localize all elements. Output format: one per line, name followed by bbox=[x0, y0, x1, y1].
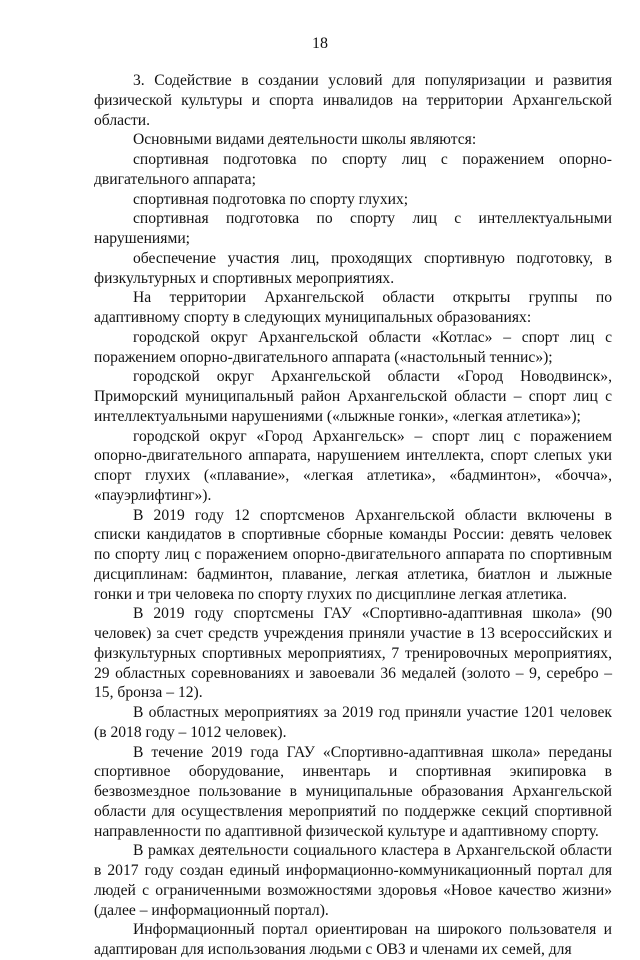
paragraph-activity-deaf: спортивная подготовка по спорту глухих; bbox=[133, 190, 409, 208]
paragraph-activity-participation: обеспечение участия лиц, проходящих спортивную подготовку, в физкультурных и спортивных мероприятиях. bbox=[94, 249, 612, 287]
paragraph-social-cluster: В рамках деятельности социального кластера в Архангельской области в 2017 году создан единый информационно-коммуникационный портал для людей с ограниченными возможностями здоровья «Новое качество жизни» (далее – информационный портал). bbox=[94, 842, 612, 919]
paragraph-novodvinsk: городской округ Архангельской области «Город Новодвинск», Приморский муниципальный район Архангельской области – спорт лиц с интеллектуальными нарушениями («лыжные гонки», «легкая атлетика»); bbox=[94, 368, 612, 425]
paragraph-athletes-2019: В 2019 году спортсмены ГАУ «Спортивно-адаптивная школа» (90 человек) за счет средств учреждения приняли участие в 13 всероссийских и физкультурных спортивных мероприятиях, 7 тренировочных мероприятиях, 29 областных соревнованиях и завоевали 36 медалей (золото – 9, серебро – 15, бронза – 12). bbox=[94, 605, 612, 702]
paragraph-activity-musculoskeletal: спортивная подготовка по спорту лиц с поражением опорно-двигательного аппарата; bbox=[94, 151, 612, 188]
paragraph-groups-intro: На территории Архангельской области открыты группы по адаптивному спорту в следующих муниципальных образованиях: bbox=[94, 289, 612, 326]
document-body bbox=[94, 71, 612, 960]
paragraph-regional-events: В областных мероприятиях за 2019 год приняли участие 1201 человек (в 2018 году – 1012 человек). bbox=[94, 704, 612, 741]
paragraph-arkhangelsk: городской округ «Город Архангельск» – спорт лиц с поражением опорно-двигательного аппарата, нарушением интеллекта, спорт слепых уки спорт глухих («плавание», «легкая атлетика», «бадминтон», «бочча», «пауэрлифтинг»). bbox=[94, 427, 612, 504]
page-number: 18 bbox=[312, 35, 328, 52]
paragraph-activity-intellectual: спортивная подготовка по спорту лиц с интеллектуальными нарушениями; bbox=[94, 210, 612, 247]
paragraph-portal: Информационный портал ориентирован на широкого пользователя и адаптирован для использования людьми с ОВЗ и членами их семей, для bbox=[94, 921, 612, 958]
paragraph-candidates-2019: В 2019 году 12 спортсменов Архангельской области включены в списки кандидатов в спортивные сборные команды России: девять человек по спорту лиц с поражением опорно-двигательного аппарата по спортивным дисциплинам: бадминтон, плавание, легкая атлетика, биатлон и лыжные гонки и три человека по спорту глухих по дисциплине легкая атлетика. bbox=[94, 506, 612, 603]
paragraph-goal-3: 3. Содействие в создании условий для популяризации и развития физической культуры и спорта инвалидов на территории Архангельской области. bbox=[94, 72, 612, 129]
paragraph-equipment-transfer: В течение 2019 года ГАУ «Спортивно-адаптивная школа» переданы спортивное оборудование, инвентарь и спортивная экипировка в безвозмездное пользование в муниципальные образования Архангельской области для осуществления мероприятий по поддержке секций спортивной направленности по адаптивной физической культуре и адаптивному спорту. bbox=[94, 743, 612, 840]
paragraph-kotlas: городской округ Архангельской области «Котлас» – спорт лиц с поражением опорно-двигательного аппарата («настольный теннис»); bbox=[94, 328, 612, 366]
paragraph-activities-intro: Основными видами деятельности школы являются: bbox=[133, 131, 477, 149]
